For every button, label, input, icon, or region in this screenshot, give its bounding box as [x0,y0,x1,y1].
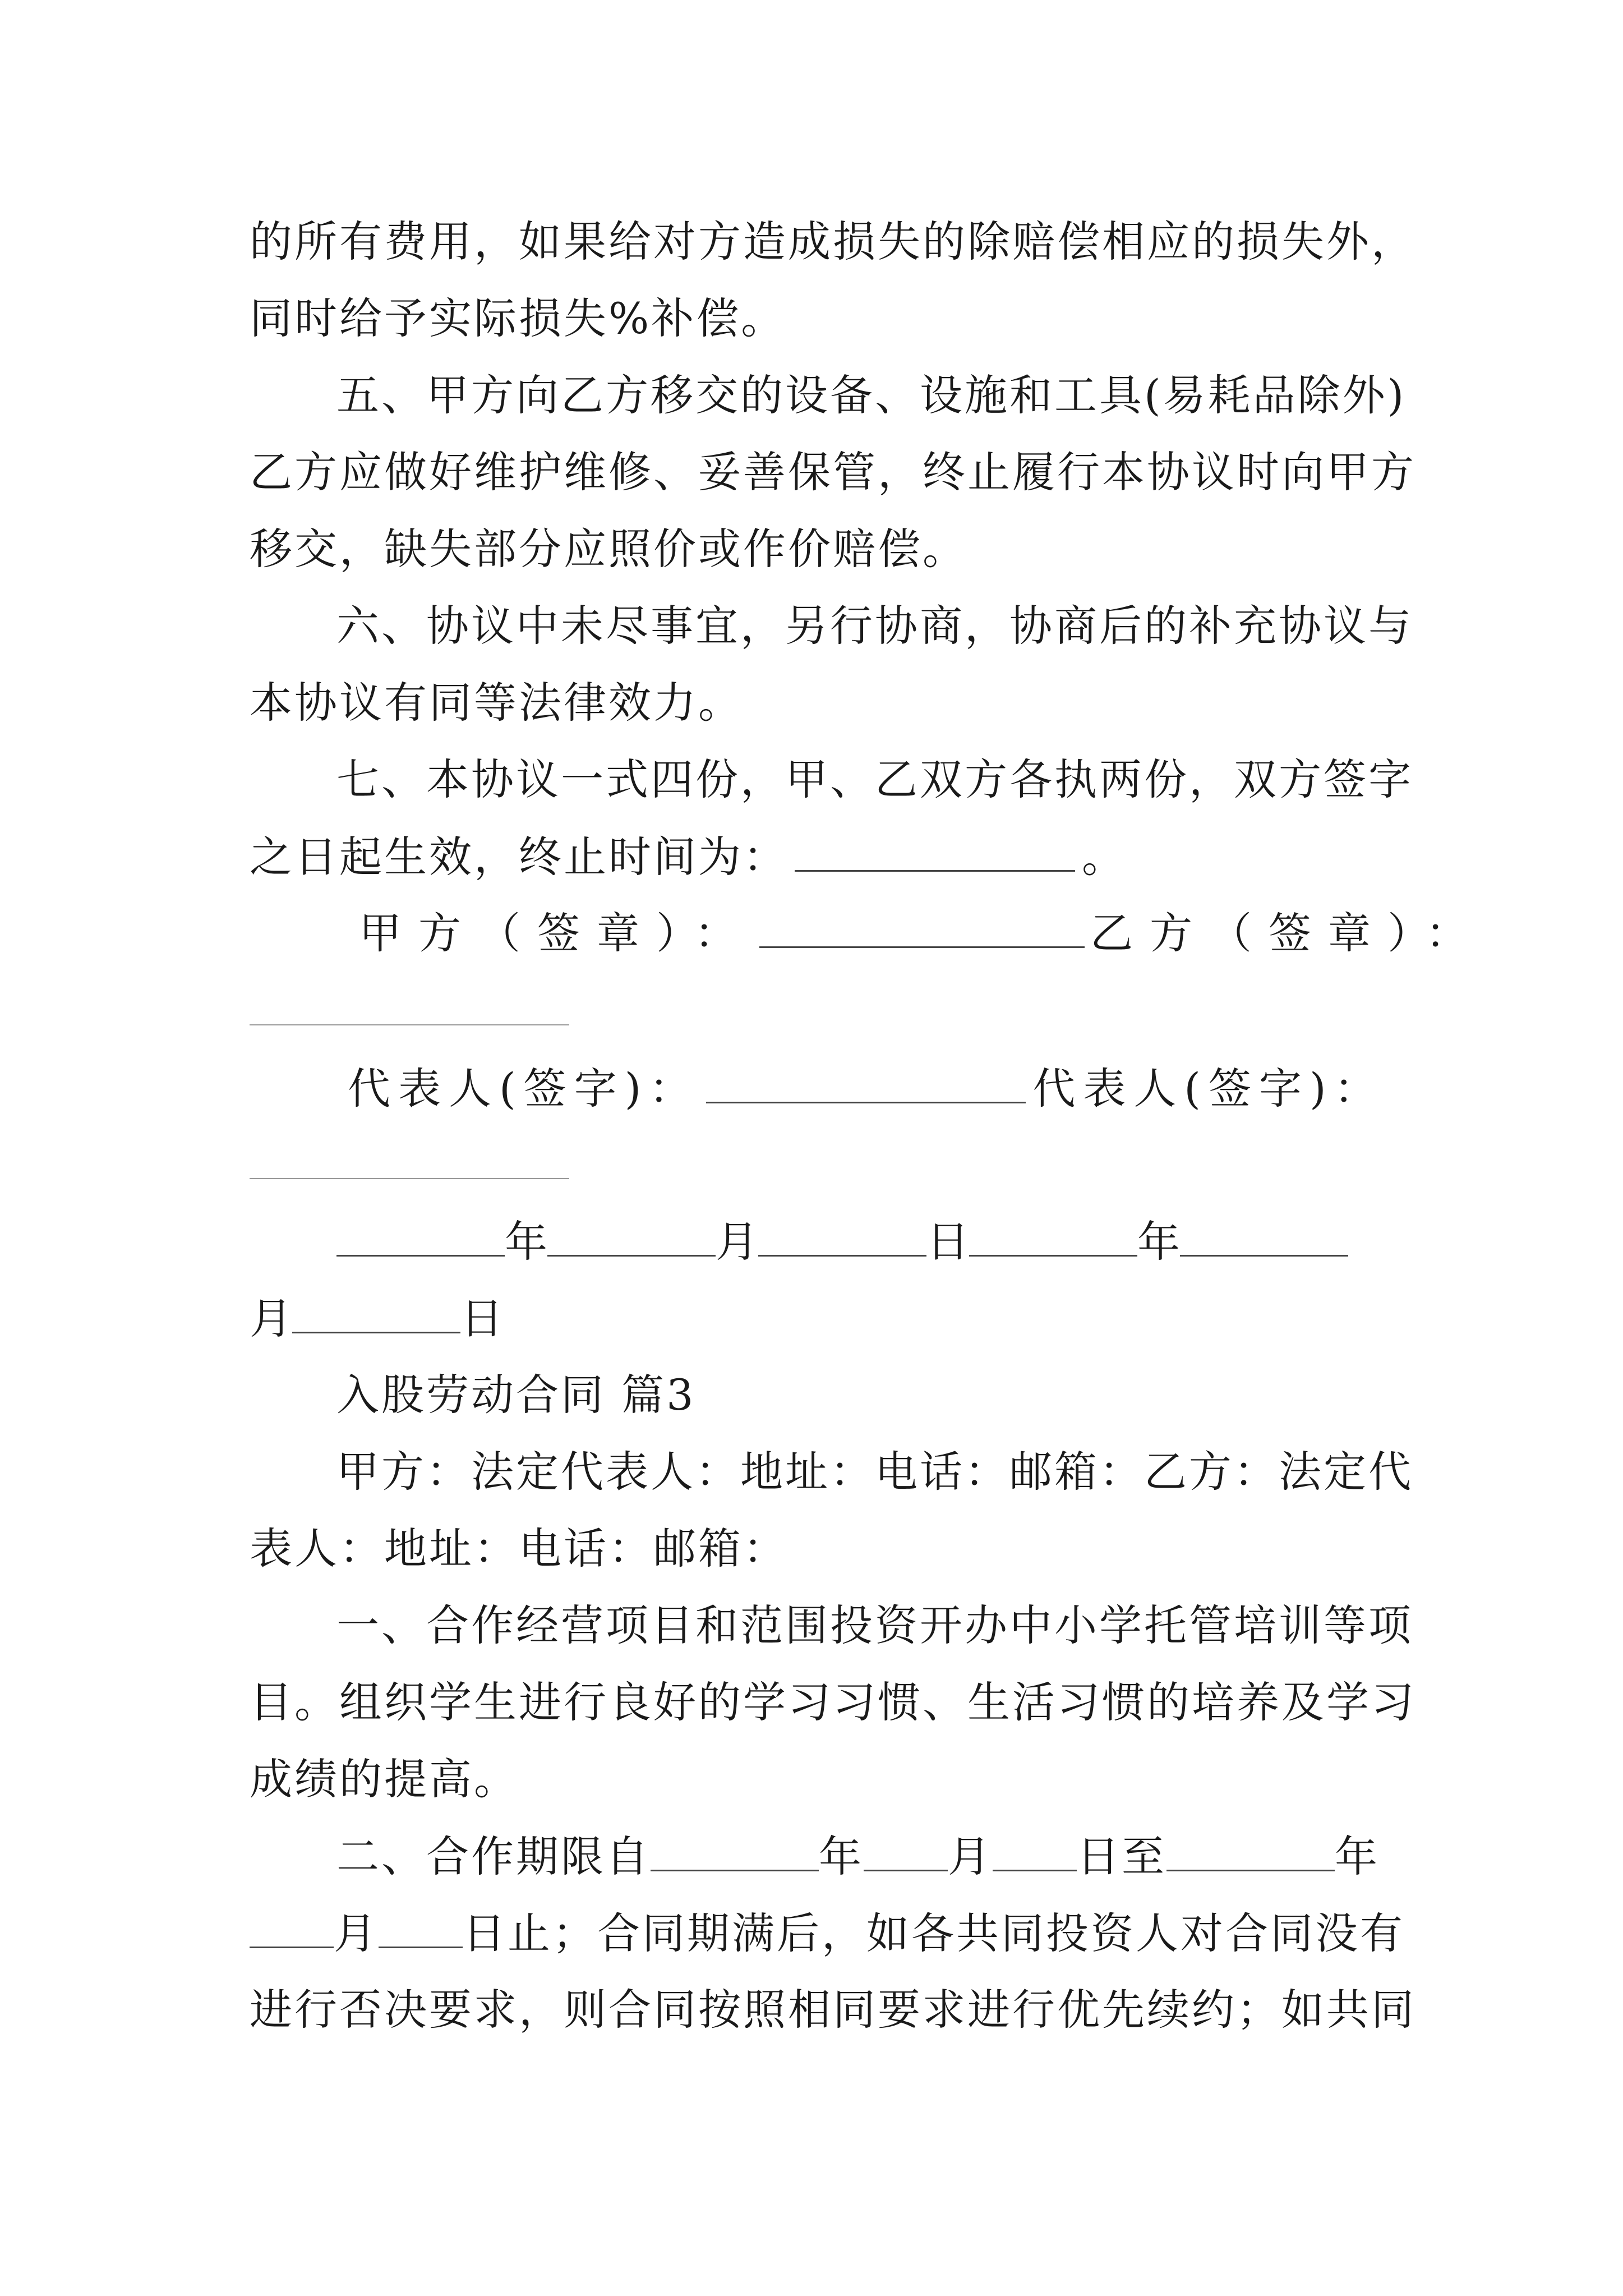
start-day-blank[interactable] [993,1835,1077,1871]
party-b-seal-blank[interactable] [250,1024,569,1025]
to-label: 日至 [1077,1832,1166,1881]
term-line [336,1832,1380,1881]
start-month-blank[interactable] [864,1835,948,1871]
term-label: 二、合作期限自 [336,1832,651,1881]
text-line: 目。组织学生进行良好的学习习惯、生活习惯的培养及学习 [250,1677,1416,1727]
end-year-blank[interactable] [1166,1835,1335,1871]
clause-7: 七、本协议一式四份，甲、乙双方各执两份，双方签字 [336,754,1413,804]
text-line: 一、合作经营项目和范围投资开办中小学托管培训等项 [336,1600,1413,1650]
text-line: 成绩的提高。 [250,1754,519,1804]
start-year-blank[interactable] [651,1835,819,1871]
year-blank[interactable] [969,1220,1137,1257]
party-b-rep-label: 代表人(签字)： [1032,1064,1385,1114]
year-label: 年 [819,1832,864,1881]
text-line: 移交，缺失部分应照价或作价赔偿。 [250,524,967,574]
end-month-blank[interactable] [250,1912,334,1948]
day-label: 日 [460,1294,503,1343]
party-b-seal-label: 乙方（签章）： [1090,908,1485,958]
month-label: 月 [334,1908,379,1958]
clause-5: 五、甲方向乙方移交的设备、设施和工具(易耗品除外) [336,370,1407,420]
text-line: 表人：地址：电话：邮箱： [250,1524,788,1573]
termination-date-blank[interactable] [795,835,1075,872]
text-line: 甲方：法定代表人：地址：电话：邮箱：乙方：法定代 [336,1447,1413,1497]
month-blank[interactable] [547,1220,716,1257]
month-blank[interactable] [1180,1220,1348,1257]
text-line: 同时给予实际损失%补偿。 [250,293,786,343]
party-a-seal-label: 甲方（签章）： [359,908,754,958]
party-b-rep-blank[interactable] [250,1178,569,1179]
end-day-blank[interactable] [379,1912,463,1948]
day-label: 日 [926,1217,969,1267]
term-line-2 [250,1908,1405,1958]
year-blank[interactable] [336,1220,505,1257]
party-a-rep-blank[interactable] [706,1067,1026,1103]
year-label: 年 [1335,1832,1380,1881]
text-line: 进行否决要求，则合同按照相同要求进行优先续约；如共同 [250,1985,1416,2035]
section-title: 入股劳动合同 篇3 [336,1370,696,1420]
year-label: 年 [1137,1217,1180,1267]
termination-label: 之日起生效，终止时间为： [250,832,788,882]
term-text: 日止；合同期满后，如各共同投资人对合同没有 [463,1908,1405,1958]
day-blank[interactable] [292,1297,460,1333]
month-label: 月 [716,1217,758,1267]
day-blank[interactable] [758,1220,926,1257]
year-label: 年 [505,1217,547,1267]
clause-6: 六、协议中未尽事宜，另行协商，协商后的补充协议与 [336,601,1413,651]
period: 。 [1082,832,1127,882]
text-line: 的所有费用，如果给对方造成损失的除赔偿相应的损失外， [250,217,1416,266]
representative-line [348,1064,1385,1114]
month-label: 月 [948,1832,993,1881]
termination-line [250,832,1127,882]
text-line: 乙方应做好维护维修、妥善保管，终止履行本协议时向甲方 [250,447,1416,497]
party-a-rep-label: 代表人(签字)： [348,1064,700,1114]
text-line: 本协议有同等法律效力。 [250,678,743,728]
party-a-seal-line [359,908,1485,958]
date-line-2 [250,1294,503,1343]
party-a-seal-blank[interactable] [759,912,1085,948]
month-label: 月 [250,1294,292,1343]
date-line [336,1217,1348,1267]
